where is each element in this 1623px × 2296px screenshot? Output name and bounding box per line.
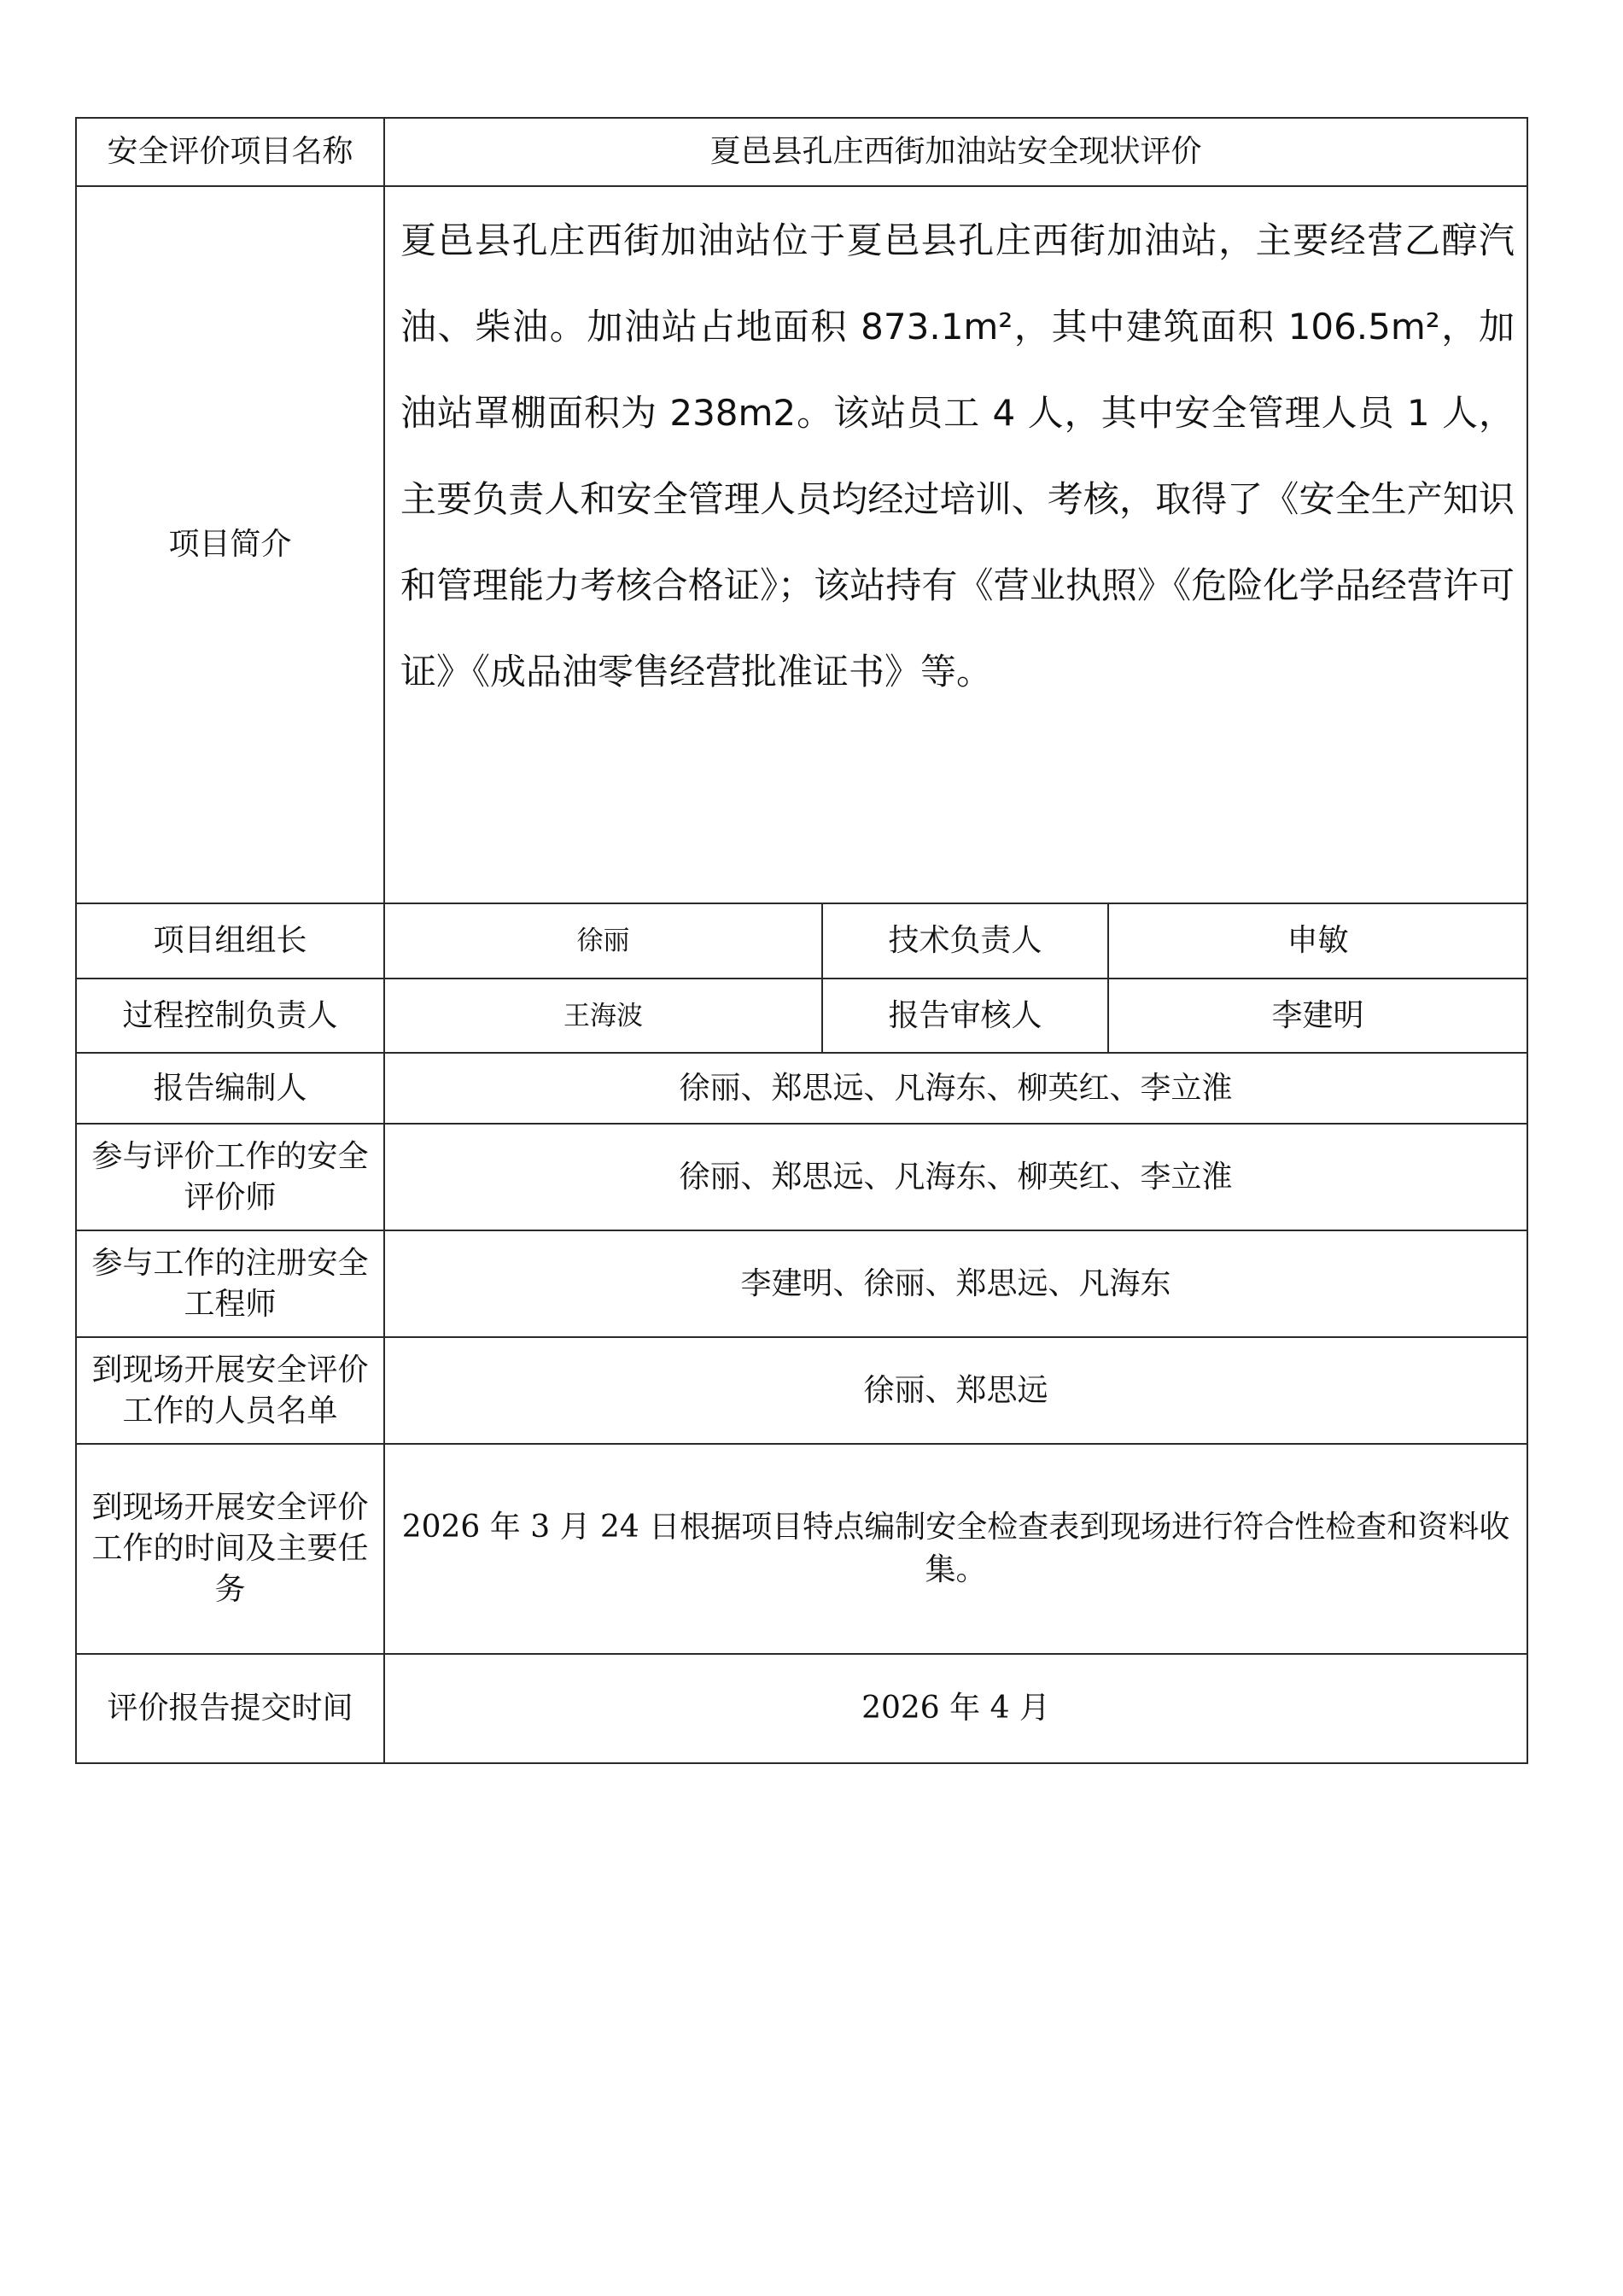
row-report-authors <box>76 1053 1527 1124</box>
onsite-tasks-value: 2026 年 3 月 24 日根据项目特点编制安全检查表到现场进行符合性检查和资料收集。 <box>401 1510 1510 1587</box>
evaluation-info-table <box>75 117 1528 1764</box>
evaluators-label: 参与评价工作的安全评价师 <box>76 1124 384 1230</box>
row-onsite-staff <box>76 1337 1527 1444</box>
evaluators-value: 徐丽、郑思远、凡海东、柳英红、李立淮 <box>384 1124 1527 1230</box>
submit-time-value: 2026 年 4 月 <box>384 1654 1527 1763</box>
summary-label: 项目简介 <box>76 186 384 903</box>
tech-lead-label: 技术负责人 <box>822 903 1108 979</box>
row-team-leader <box>76 903 1527 979</box>
project-name-value: 夏邑县孔庄西街加油站安全现状评价 <box>384 118 1527 186</box>
onsite-staff-label: 到现场开展安全评价工作的人员名单 <box>76 1337 384 1444</box>
row-engineers <box>76 1230 1527 1337</box>
project-name-label: 安全评价项目名称 <box>76 118 384 186</box>
onsite-tasks-label: 到现场开展安全评价工作的时间及主要任务 <box>76 1444 384 1654</box>
onsite-tasks-cell <box>384 1444 1527 1654</box>
row-evaluators <box>76 1124 1527 1230</box>
report-authors-label: 报告编制人 <box>76 1053 384 1124</box>
row-project-name <box>76 118 1527 186</box>
submit-time-label: 评价报告提交时间 <box>76 1654 384 1763</box>
tech-lead-value: 申敏 <box>1108 903 1527 979</box>
engineers-label: 参与工作的注册安全工程师 <box>76 1230 384 1337</box>
process-control-label: 过程控制负责人 <box>76 979 384 1053</box>
team-leader-value: 徐丽 <box>384 903 822 979</box>
summary-cell <box>384 186 1527 903</box>
report-authors-value: 徐丽、郑思远、凡海东、柳英红、李立淮 <box>384 1053 1527 1124</box>
row-onsite-tasks <box>76 1444 1527 1654</box>
process-control-value: 王海波 <box>384 979 822 1053</box>
onsite-staff-value: 徐丽、郑思远 <box>384 1337 1527 1444</box>
report-reviewer-value: 李建明 <box>1108 979 1527 1053</box>
report-reviewer-label: 报告审核人 <box>822 979 1108 1053</box>
team-leader-label: 项目组组长 <box>76 903 384 979</box>
row-submit-time <box>76 1654 1527 1763</box>
row-process-control <box>76 979 1527 1053</box>
summary-text: 夏邑县孔庄西街加油站位于夏邑县孔庄西街加油站，主要经营乙醇汽油、柴油。加油站占地面积 873.1m²，其中建筑面积 106.5m²，加油站罩棚面积为 238m2。该站员工 4 人，其中安全管理人员 1 人，主要负责人和安全管理人员均经过培训、考核，取得了《安全生产知识和管理能力考核合格证》；该站持有《营业执照》《危险化学品经营许可证》《成品油零售经营批准证书》等。 <box>400 219 1515 692</box>
row-summary <box>76 186 1527 903</box>
engineers-value: 李建明、徐丽、郑思远、凡海东 <box>384 1230 1527 1337</box>
